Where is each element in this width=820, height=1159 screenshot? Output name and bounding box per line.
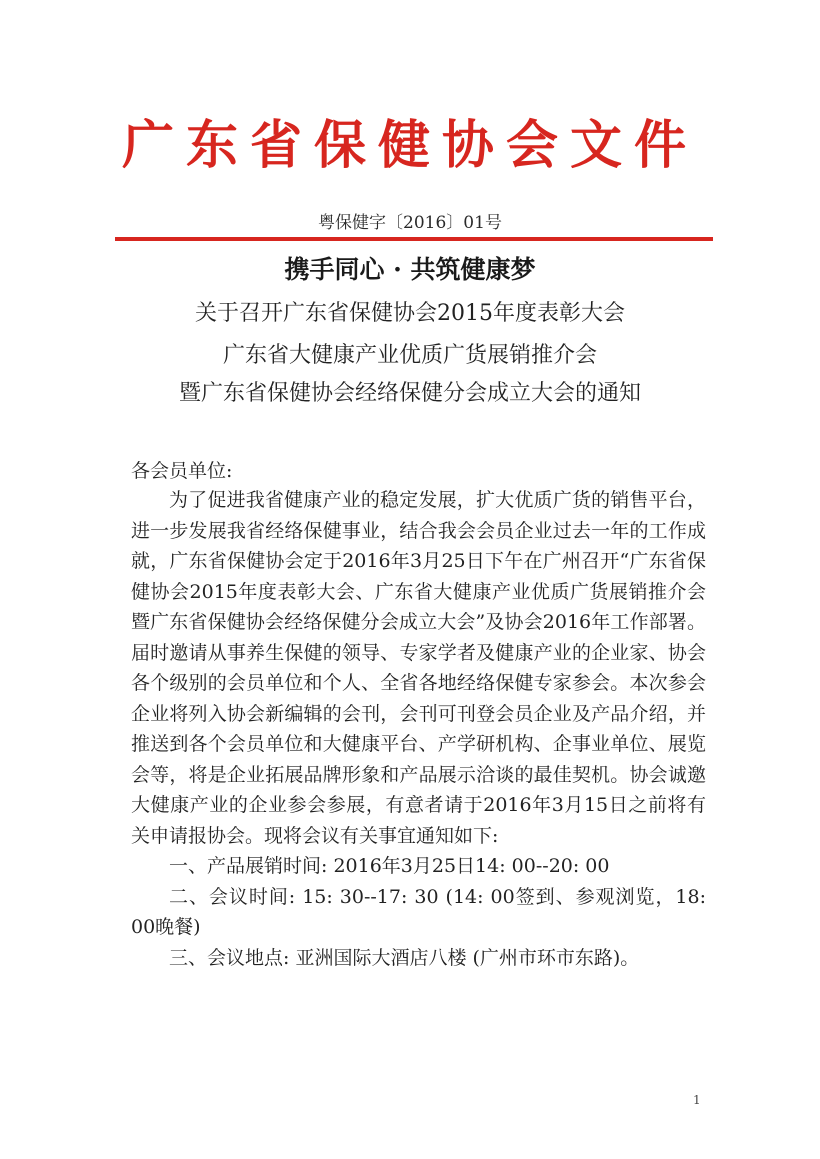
slogan-title: 携手同心 · 共筑健康梦 [284, 255, 536, 284]
notice-title-line-1: 关于召开广东省保健协会2015年度表彰大会 [195, 301, 625, 326]
salutation: 各会员单位: [131, 460, 233, 482]
notice-title-line-3: 暨广东省保健协会经络保健分会成立大会的通知 [178, 381, 641, 406]
main-paragraph: 为了促进我省健康产业的稳定发展，扩大优质广货的销售平台，进一步发展我省经络保健事业，结合我会会员企业过去一年的工作成就，广东省保健协会定于2016年3月25日下午在广州召开“广东省保健协会2015年度表彰大会、广东省大健康产业优质广货展销推介会暨广东省保健协会经络保健分会成立大会”及协会2016年工作部署。届时邀请从事养生保健的领导、专家学者及健康产业的企业家、协会各个级别的会员单位和个人、全省各地经络保健专家参会。本次参会企业将列入协会新编辑的会刊，会刊可刊登会员企业及产品介绍，并推送到各个会员单位和大健康平台、产学研机构、企事业单位、展览会等，将是企业拓展品牌形象和产品展示洽谈的最佳契机。协会诚邀大健康产业的企业参会参展，有意者请于2016年3月15日之前将有关申请报协会。现将会议有关事宜通知如下: [131, 489, 706, 847]
item-meeting-time: 二、会议时间: 15: 30--17: 30 (14: 00签到、参观浏览，18: 00晚餐) [131, 885, 706, 938]
item-meeting-location: 三、会议地点: 亚洲国际大酒店八楼 (广州市环市东路)。 [169, 946, 640, 969]
notice-title-line-2: 广东省大健康产业优质广货展销推介会 [222, 343, 597, 368]
header-red-rule [115, 237, 713, 241]
item-exhibition-time: 一、产品展销时间: 2016年3月25日14: 00--20: 00 [169, 855, 610, 877]
document-header-title: 广东省保健协会文件 [121, 115, 698, 176]
document-number: 粤保健字〔2016〕01号 [318, 213, 502, 233]
notice-body [131, 485, 706, 973]
page-number: 1 [693, 1093, 701, 1107]
